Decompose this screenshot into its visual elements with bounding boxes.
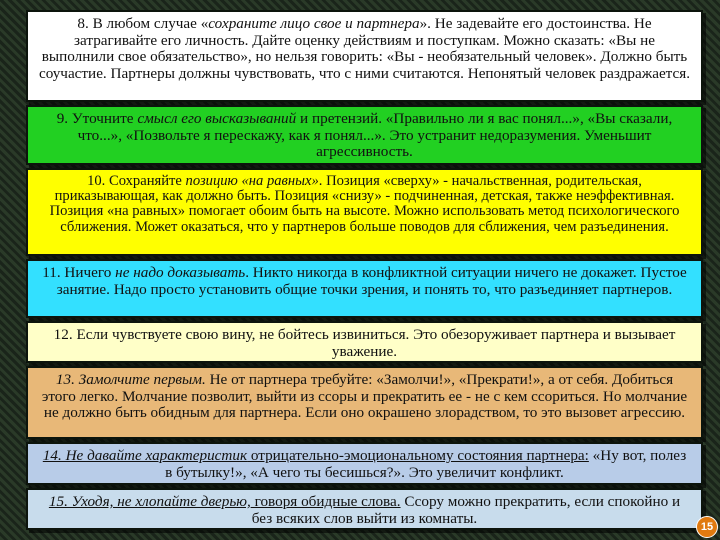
item-11-emphasis: не надо доказывать (115, 264, 246, 281)
item-10-text (38, 174, 691, 235)
item-8-lead: 8. В любом случае « (77, 15, 209, 32)
item-9-box (26, 105, 703, 165)
item-14-text (38, 448, 691, 481)
item-13-emphasis: 13. Замолчите первым. (55, 371, 206, 388)
item-14-underlined: отрицательно-эмоциональному состояния партнера: (247, 447, 589, 464)
item-11-box (26, 259, 703, 318)
item-9-text (38, 111, 691, 161)
item-10-emphasis: позицию «на равных» (185, 173, 319, 189)
item-13-box (26, 366, 703, 439)
item-9-lead: 9. Уточните (56, 110, 138, 127)
item-15-text (38, 494, 691, 527)
item-15-box (26, 488, 703, 530)
item-9-emphasis: смысл его высказываний (137, 110, 297, 127)
item-14-body: «Ну вот, полез в бутылку!», «А чего ты бесишься?». Это увеличит конфликт. (165, 447, 687, 481)
item-9-body: и претензий. «Правильно ли я вас понял...», «Вы сказали, что...», «Позвольте я перескажу, как я понял...». Это устранит недоразумения. Уменьшит агрессивность. (77, 110, 673, 160)
item-8-box (26, 10, 703, 102)
item-11-text (38, 265, 691, 298)
item-11-lead: 11. Ничего (42, 264, 116, 281)
item-10-body: . Позиция «сверху» - начальственная, родительская, приказывающая, как должно быть. Позиция «снизу» - подчиненная, детская, также неэффективная. Позиция «на равных» помогает обоим быть на высоте. Можно использовать метод психологического сближения. Может оказаться, что у партнеров больше поводов для сближения, чем разъединения. (49, 173, 680, 235)
item-13-text (38, 372, 691, 422)
item-13-body: Не от партнера требуйте: «Замолчи!», «Прекрати!», а от себя. Добиться этого легко. Молчание позволит, выйти из ссоры и прекратить ее - не с кем ссориться. Но молчание не должно быть обидным для партнера. Если оно окрашено злорадством, то это вызовет агрессию. (41, 371, 688, 421)
item-15-underlined: говоря обидные слова. (250, 493, 401, 510)
item-14-box (26, 442, 703, 485)
item-8-text (38, 16, 691, 82)
item-10-box (26, 168, 703, 256)
item-14-emphasis: 14. Не давайте характеристик (42, 447, 248, 464)
item-15-emphasis: 15. Уходя, не хлопайте дверью, (48, 493, 251, 510)
item-8-body: ». Не задевайте его достоинства. Не затрагивайте его личность. Дайте оценку действиям и поступкам. Можно сказать: «Вы не выполнили свое обязательство», но нельзя говорить: «Вы - необязательный человек». Должно быть соучастие. Партнеры должны чувствовать, что с ними считаются. Непонятый человек раздражается. (38, 15, 691, 82)
item-12-text (38, 327, 691, 360)
item-12-body: 12. Если чувствуете свою вину, не бойтесь извиниться. Это обезоруживает партнера и вызывает уважение. (53, 326, 676, 360)
item-12-box (26, 321, 703, 363)
item-8-emphasis: сохраните лицо свое и партнера (208, 15, 420, 32)
item-15-body: Ссору можно прекратить, если спокойно и без всяких слов выйти из комнаты. (251, 493, 681, 527)
item-11-body: . Никто никогда в конфликтной ситуации ничего не докажет. Пустое занятие. Надо просто установить общие точки зрения, и понять то, что разъединяет партнеров. (56, 264, 687, 298)
item-10-lead: 10. Сохраняйте (87, 173, 186, 189)
page-number-badge: 15 (696, 516, 718, 538)
